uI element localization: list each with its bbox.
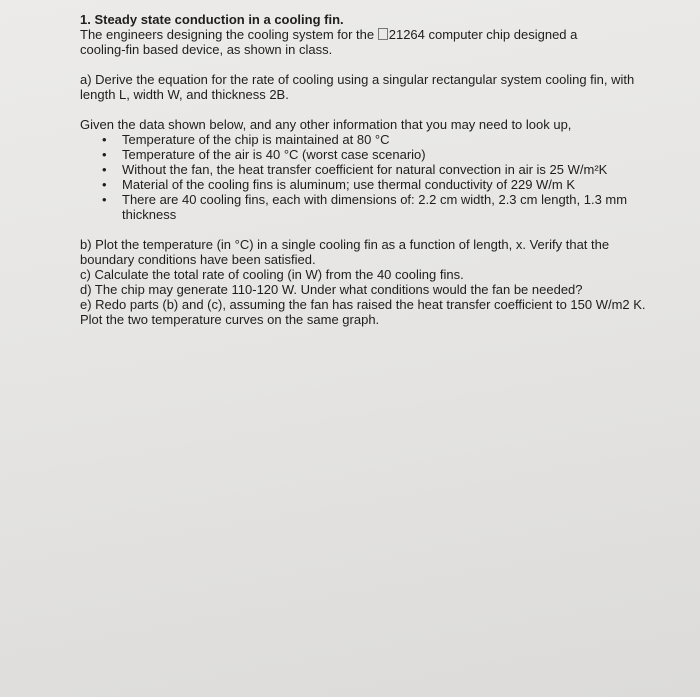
problem-document [80,12,670,327]
missing-glyph-icon [378,28,388,40]
bullet-icon: • [102,162,107,177]
part-d: d) The chip may generate 110-120 W. Under what conditions would the fan be needed? [80,282,583,297]
list-item-text: Material of the cooling fins is aluminum; use thermal conductivity of 229 W/m K [122,177,576,192]
list-item [80,147,670,162]
list-item [80,132,670,147]
problem-title: 1. Steady state conduction in a cooling fin. [80,12,344,27]
given-data-list [80,132,670,222]
part-b: b) Plot the temperature (in °C) in a single cooling fin as a function of length, x. Verify that the boundary conditions have been satisfied. [80,237,610,267]
list-item [80,162,642,177]
list-item-text: There are 40 cooling fins, each with dimensions of: 2.2 cm width, 2.3 cm length, 1.3 mm thickness [122,192,628,222]
given-intro: Given the data shown below, and any other information that you may need to look up, [80,117,572,132]
bullet-icon: • [102,192,107,207]
list-item-text: Temperature of the air is 40 °C (worst case scenario) [122,147,426,162]
list-item [80,177,670,192]
bullet-icon: • [102,132,107,147]
part-c: c) Calculate the total rate of cooling (in W) from the 40 cooling fins. [80,267,464,282]
part-a: a) Derive the equation for the rate of cooling using a singular rectangular system cooling fin, with length L, width W, and thickness 2B. [80,72,635,102]
list-item-text: Without the fan, the heat transfer coefficient for natural convection in air is 25 W/m²K [122,162,608,177]
bullet-icon: • [102,177,107,192]
list-item [80,192,662,222]
intro-text-end: 21264 computer chip designed a cooling-fin based device, as shown in class. [80,27,578,57]
intro-text-start: The engineers designing the cooling system for the [80,27,378,42]
bullet-icon: • [102,147,107,162]
part-e: e) Redo parts (b) and (c), assuming the fan has raised the heat transfer coefficient to 150 W/m2 K. Plot the two temperature curves on the same graph. [80,297,646,327]
list-item-text: Temperature of the chip is maintained at 80 °C [122,132,390,147]
problem-intro [80,27,625,57]
